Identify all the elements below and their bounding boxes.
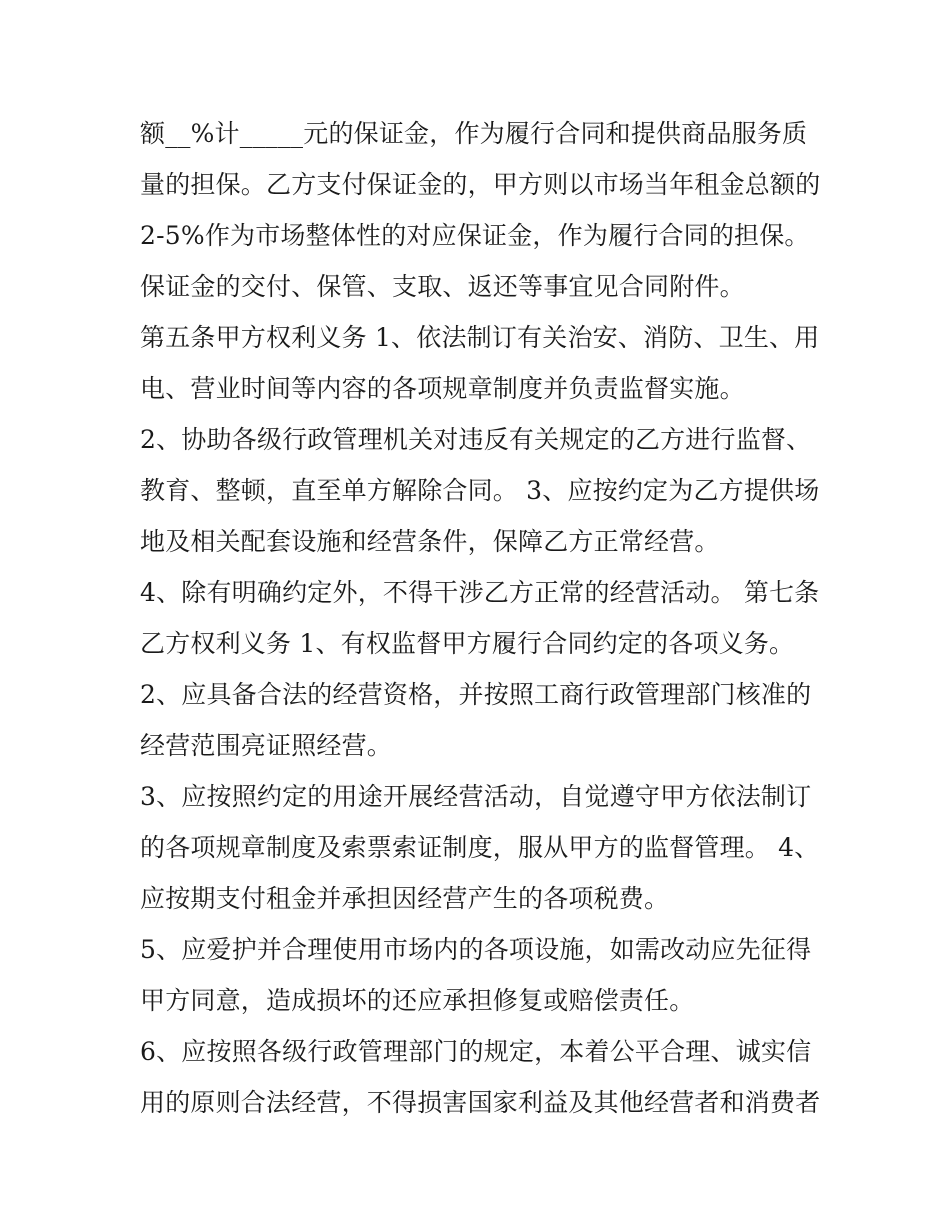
text-line: 额__%计_____元的保证金，作为履行合同和提供商品服务质	[140, 119, 808, 148]
text-line: 第五条甲方权利义务 1、依法制订有关治安、消防、卫生、用	[140, 323, 820, 352]
text-line: 5、应爱护并合理使用市场内的各项设施，如需改动应先征得	[140, 935, 812, 964]
text-line: 用的原则合法经营，不得损害国家利益及其他经营者和消费者	[140, 1088, 821, 1117]
text-line: 2、协助各级行政管理机关对违反有关规定的乙方进行监督、	[140, 425, 812, 454]
text-line: 保证金的交付、保管、支取、返还等事宜见合同附件。	[140, 272, 745, 301]
text-line: 甲方同意，造成损坏的还应承担修复或赔偿责任。	[140, 986, 695, 1015]
text-line: 经营范围亮证照经营。	[140, 731, 393, 760]
text-line: 地及相关配套设施和经营条件，保障乙方正常经营。	[140, 527, 720, 556]
text-line: 3、应按照约定的用途开展经营活动，自觉遵守甲方依法制订	[140, 782, 812, 811]
text-line: 乙方权利义务 1、有权监督甲方履行合同约定的各项义务。	[140, 629, 795, 658]
text-line: 的各项规章制度及索票索证制度，服从甲方的监督管理。 4、	[140, 833, 820, 862]
text-line: 6、应按照各级行政管理部门的规定，本着公平合理、诚实信	[140, 1037, 812, 1066]
text-line: 教育、整顿，直至单方解除合同。 3、应按约定为乙方提供场	[140, 476, 820, 505]
text-line: 4、除有明确约定外，不得干涉乙方正常的经营活动。 第七条	[140, 578, 820, 607]
text-line: 2-5%作为市场整体性的对应保证金，作为履行合同的担保。	[140, 221, 810, 250]
document-body	[140, 108, 830, 1128]
text-line: 应按期支付租金并承担因经营产生的各项税费。	[140, 884, 670, 913]
text-line: 量的担保。乙方支付保证金的，甲方则以市场当年租金总额的	[140, 170, 821, 199]
text-line: 电、营业时间等内容的各项规章制度并负责监督实施。	[140, 374, 745, 403]
text-line: 2、应具备合法的经营资格，并按照工商行政管理部门核准的	[140, 680, 812, 709]
